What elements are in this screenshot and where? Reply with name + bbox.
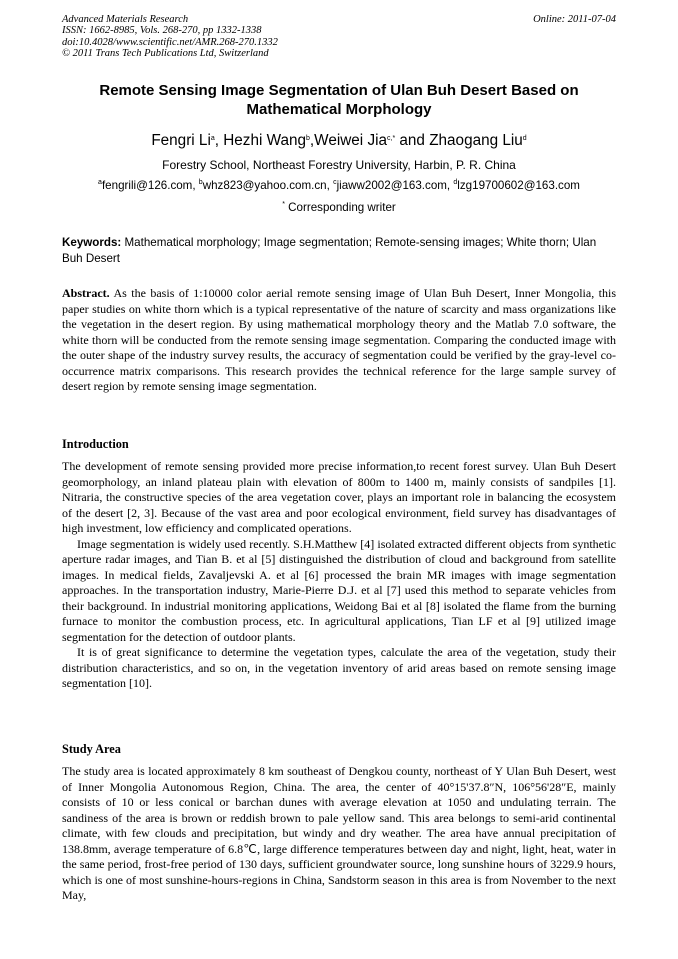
- abstract: [62, 286, 616, 395]
- author-separator: ,: [214, 132, 224, 149]
- online-date: Online: 2011-07-04: [533, 14, 616, 25]
- email-3: jiaww2002@163.com,: [336, 179, 454, 192]
- paragraph: It is of great significance to determine the vegetation types, calculate the area of the vegetation, study their distribution characteristics, and so on, in the vegetation inventory of arid areas based on remote sensing image segmentation [10].: [62, 645, 616, 690]
- author-separator: ,: [309, 132, 315, 149]
- author-1: Fengri Li: [151, 132, 211, 149]
- email-4: lzg19700602@163.com: [457, 179, 580, 192]
- keywords-text: Mathematical morphology; Image segmentation; Remote-sensing images; White thorn; Ulan Buh Desert: [62, 236, 597, 265]
- email-1: fengrili@126.com,: [101, 179, 199, 192]
- paragraph: The study area is located approximately 8 km southeast of Dengkou county, northeast of Y Ulan Buh Desert, west of Inner Mongolia Autonomous Region, China. The area, the center of 40°15'37.8″N, 106°56'28″E, mainly consists of 10 or less conical or barchan dunes with average elevation at 1050 and undulating terrain. The sandiness of the area is brown or reddish brown to pale yellow sand. This area belongs to semi-arid continental climate, with few clouds and precipitation, but windy and dry weather. The area have annual precipitation of 138.8mm, average temperature of 6.8℃, large difference temperatures between day and night, light, heat, water in the same period, frost-free period of 130 days, sufficient groundwater source, long sunshine hours of 3229.9 hours, which is one of most sunshine-hours-regions in China, Sandstorm season in this area is from November to the next May,: [62, 764, 616, 902]
- title-line-2: Mathematical Morphology: [246, 101, 432, 118]
- doi-line: doi:10.4028/www.scientific.net/AMR.268-270.1332: [62, 36, 278, 48]
- email-2: whz823@yahoo.com.cn,: [202, 179, 334, 192]
- section-heading-study-area: Study Area: [62, 742, 121, 756]
- author-2-mark: b: [306, 135, 310, 142]
- author-separator: and: [395, 132, 430, 149]
- paper-title: [62, 81, 616, 119]
- section-heading-introduction: Introduction: [62, 437, 129, 451]
- journal-name: Advanced Materials Research: [62, 14, 189, 25]
- author-3-mark: c,*: [387, 135, 396, 142]
- author-list: [62, 131, 616, 150]
- paragraph: The development of remote sensing provided more precise information,to recent forest survey. Ulan Buh Desert geomorphology, an inland plateau plain with elevation of 800m to 1400 m, mainly consists of sandpiles [1]. Nitraria, the constructive species of the area vegetation cover, plays an important role in balancing the ecosystem of the desert [2, 3]. Because of the vast area and poor ecological environment, field survey has disadvantages of high investment, low efficiency and complicated operations.: [62, 459, 616, 535]
- introduction-body: [62, 459, 616, 692]
- corresponding-note: [62, 200, 616, 216]
- issn-line: ISSN: 1662-8985, Vols. 268-270, pp 1332-1338: [62, 25, 262, 37]
- email-1-mark: a: [98, 179, 102, 186]
- email-3-mark: c: [333, 179, 337, 186]
- author-4: Zhaogang Liu: [429, 132, 523, 149]
- paragraph: Image segmentation is widely used recently. S.H.Matthew [4] isolated extracted different objects from synthetic aperture radar images, and Tian B. et al [5] distinguished the distribution of cloud and background from satellite images. In medical fields, Zavaljevski A. et al [6] processed the brain MR images with image segmentation approaches. In the transportation industry, Marie-Pierre D.J. et al [7] used this method to separate vehicles from their background. In industrial monitoring applications, Weidong Bai et al [8] isolated the flame from the burning furnace to monitor the combustion process, etc. In agricultural applications, Tian LF et al [9] utilized image segmentation for the detection of outdoor plants.: [62, 536, 616, 644]
- keywords: [62, 235, 616, 267]
- email-list: [62, 178, 616, 194]
- corresponding-text: Corresponding writer: [284, 201, 396, 214]
- author-3: Weiwei Jia: [314, 132, 387, 149]
- title-line-1: Remote Sensing Image Segmentation of Ulan Buh Desert Based on: [99, 82, 579, 99]
- study-area-body: [62, 764, 616, 904]
- abstract-label: Abstract.: [62, 286, 110, 300]
- corresponding-mark: *: [282, 201, 285, 208]
- journal-header: [62, 14, 616, 59]
- email-2-mark: b: [198, 179, 203, 186]
- affiliation: Forestry School, Northeast Forestry University, Harbin, P. R. China: [162, 158, 516, 172]
- email-4-mark: d: [453, 179, 458, 186]
- keywords-label: Keywords:: [62, 236, 122, 249]
- author-4-mark: d: [522, 135, 527, 142]
- abstract-text: As the basis of 1:10000 color aerial remote sensing image of Ulan Buh Desert, Inner Mongolia, this paper studies on white thorn which is a typical representative of the nature of scarcity and mass organizations like the vegetation in the desert region. By using mathematical morphology theory and the Matlab 7.0 software, the white thorn will be conducted from the remote sensing image segmentation. Comparing the conducted image with the outer shape of the industry survey results, the accuracy of segmentation could be verified by the gray-level co-occurrence matrix comparisons. This research provides the technical reference for the large sample survey of desert region by remote sensing image segmentation.: [62, 286, 616, 393]
- author-1-mark: a: [210, 135, 215, 142]
- copyright-line: © 2011 Trans Tech Publications Ltd, Switzerland: [62, 47, 269, 59]
- author-2: Hezhi Wang: [223, 132, 307, 149]
